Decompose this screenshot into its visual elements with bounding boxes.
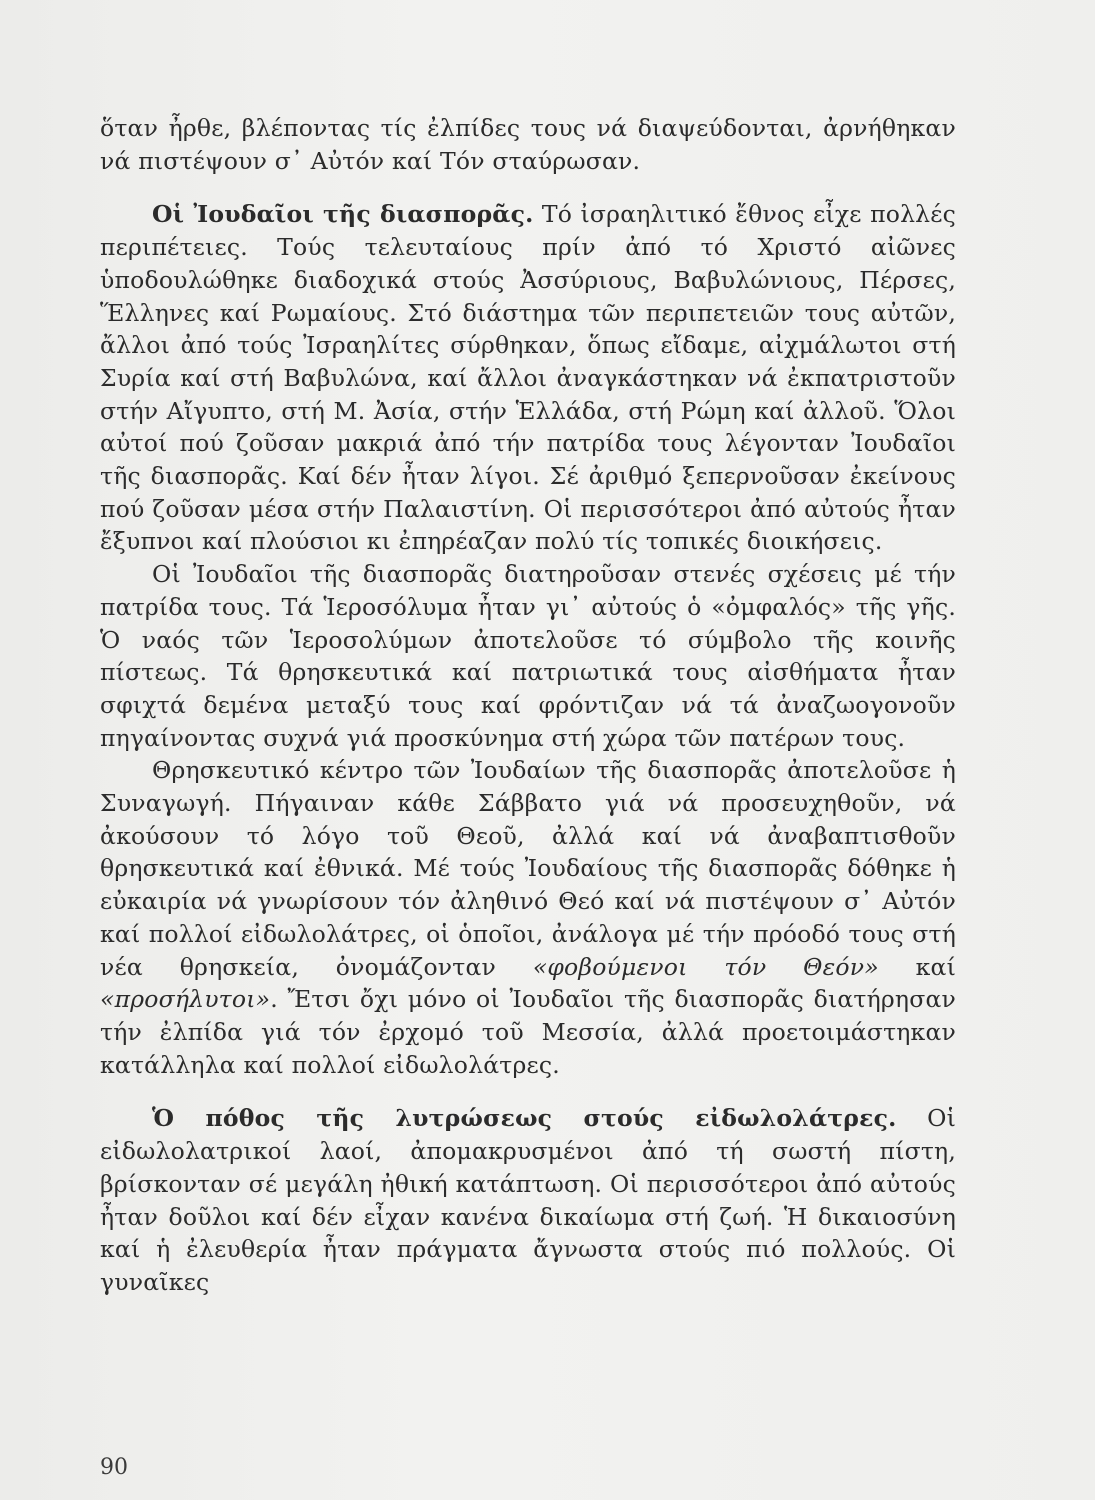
- body-text: [100, 112, 956, 1299]
- paragraph-text: Οἱ Ἰουδαῖοι τῆς διασπορᾶς διατηροῦσαν στενές σχέσεις μέ τήν πατρίδα τους. Τά Ἱεροσόλυμα ἦταν γι᾿ αὐτούς ὁ «ὀμφαλός» τῆς γῆς. Ὁ ναός τῶν Ἱεροσολύμων ἀποτελοῦσε τό σύμβολο τῆς κοινῆς πίστεως. Τά θρησκευτικά καί πατριωτικά τους αἰσθήματα ἦταν σφιχτά δεμένα μεταξύ τους καί φρόντιζαν νά τά ἀναζωογονοῦν πηγαίνοντας συχνά γιά προσκύνημα στή χώρα τῶν πατέρων τους.: [100, 560, 956, 752]
- paragraph-continuation: [100, 112, 956, 177]
- paragraph-text: . Ἔτσι ὄχι μόνο οἱ Ἰουδαῖοι τῆς διασπορᾶς διατήρησαν τήν ἐλπίδα γιά τόν ἐρχομό τοῦ Μεσσία, ἀλλά προετοιμάστηκαν κατάλληλα καί πολλοί εἰδωλολάτρες.: [100, 985, 956, 1079]
- paragraph-text: Οἱ εἰδωλολατρικοί λαοί, ἀπομακρυσμένοι ἀπό τή σωστή πίστη, βρίσκονταν σέ μεγάλη ἠθική κατάπτωση. Οἱ περισσότεροι ἀπό αὐτούς ἦταν δοῦλοι καί δέν εἶχαν κανένα δικαίωμα στή ζωή. Ἡ δικαιοσύνη καί ἡ ἐλευθερία ἦταν πράγματα ἄγνωστα στούς πιό πολλούς. Οἱ γυναῖκες: [100, 1104, 956, 1296]
- paragraph-text: καί: [878, 952, 956, 981]
- italic-term-proselytes: «προσήλυτοι»: [100, 985, 271, 1014]
- section-heading-redemption: Ὁ πόθος τῆς λυτρώσεως στούς εἰδωλολάτρες.: [152, 1104, 897, 1133]
- paragraph-redemption: [100, 1102, 956, 1298]
- paragraph-relations: [100, 558, 956, 754]
- italic-term-god-fearers: «φοβούμενοι τόν Θεόν»: [532, 952, 879, 981]
- paragraph-text: ὅταν ἦρθε, βλέποντας τίς ἐλπίδες τους νά διαψεύδονται, ἀρνήθηκαν νά πιστέψουν σ᾿ Αὐτόν καί Τόν σταύρωσαν.: [100, 114, 956, 175]
- paragraph-text: Τό ἰσραηλιτικό ἔθνος εἶχε πολλές περιπέτειες. Τούς τελευταίους πρίν ἀπό τό Χριστό αἰῶνες ὑποδουλώθηκε διαδοχικά στούς Ἀσσύριους, Βαβυλώνιους, Πέρσες, Ἕλληνες καί Ρωμαίους. Στό διάστημα τῶν περιπετειῶν τους αὐτῶν, ἄλλοι ἀπό τούς Ἰσραηλίτες σύρθηκαν, ὅπως εἴδαμε, αἰχμάλωτοι στή Συρία καί στή Βαβυλώνα, καί ἄλλοι ἀναγκάστηκαν νά ἐκπατριστοῦν στήν Αἴγυπτο, στή Μ. Ἀσία, στήν Ἑλλάδα, στή Ρώμη καί ἀλλοῦ. Ὅλοι αὐτοί πού ζοῦσαν μακριά ἀπό τήν πατρίδα τους λέγονταν Ἰουδαῖοι τῆς διασπορᾶς. Καί δέν ἦταν λίγοι. Σέ ἀριθμό ξεπερνοῦσαν ἐκείνους πού ζοῦσαν μέσα στήν Παλαιστίνη. Οἱ περισσότεροι ἀπό αὐτούς ἦταν ἔξυπνοι καί πλούσιοι κι ἐπηρέαζαν πολύ τίς τοπικές διοικήσεις.: [100, 200, 957, 556]
- section-heading-diaspora: Οἱ Ἰουδαῖοι τῆς διασπορᾶς.: [152, 200, 534, 229]
- paragraph-synagogue: [100, 754, 956, 1081]
- paragraph-text: Θρησκευτικό κέντρο τῶν Ἰουδαίων τῆς διασπορᾶς ἀποτελοῦσε ἡ Συναγωγή. Πήγαιναν κάθε Σάββατο γιά νά προσευχηθοῦν, νά ἀκούσουν τό λόγο τοῦ Θεοῦ, ἀλλά καί νά ἀναβαπτισθοῦν θρησκευτικά καί ἐθνικά. Μέ τούς Ἰουδαίους τῆς διασπορᾶς δόθηκε ἡ εὐκαιρία νά γνωρίσουν τόν ἀληθινό Θεό καί νά πιστέψουν σ᾿ Αὐτόν καί πολλοί εἰδωλολάτρες, οἱ ὁποῖοι, ἀνάλογα μέ τήν πρόοδό τους στή νέα θρησκεία, ὀνομάζονταν: [100, 756, 956, 981]
- paragraph-diaspora: [100, 198, 956, 558]
- page-number: 90: [100, 1455, 128, 1480]
